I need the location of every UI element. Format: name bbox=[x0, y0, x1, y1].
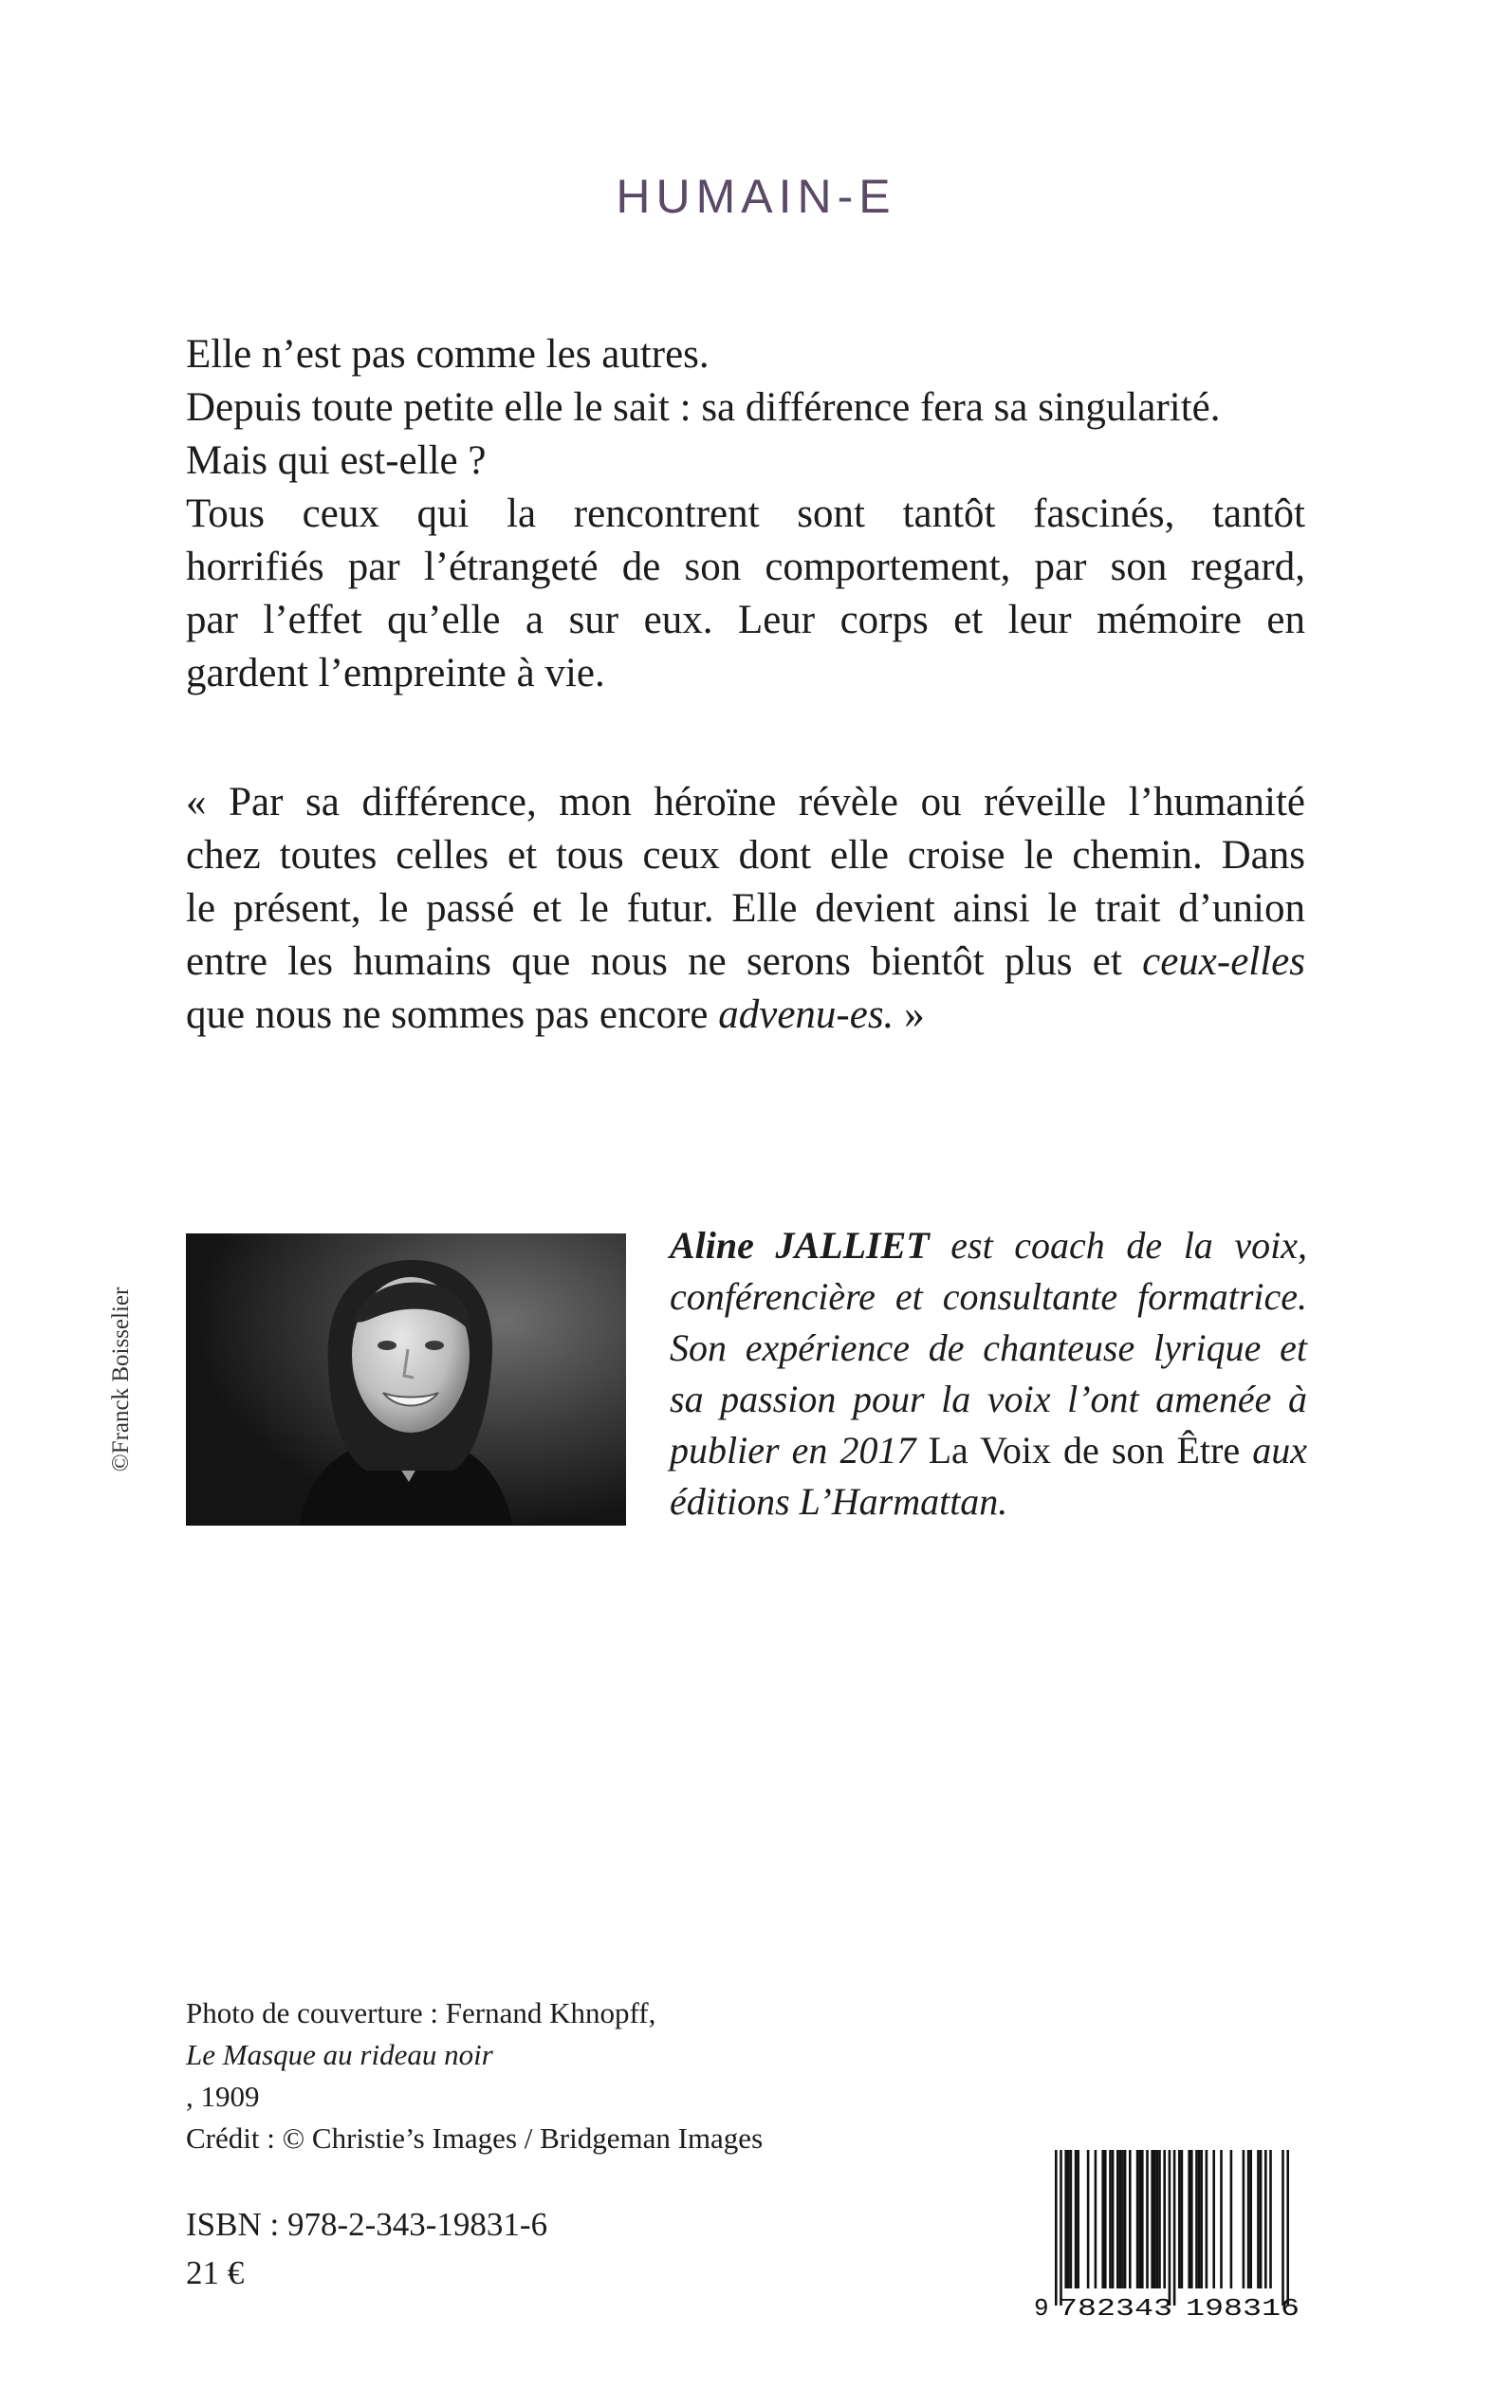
blurb-line: Mais qui est-elle ? bbox=[186, 438, 487, 483]
author-name: Aline JALLIET bbox=[670, 1224, 930, 1267]
barcode-bar bbox=[1101, 2150, 1104, 2288]
bio-line: sa passion pour la voix l’ont amenée à bbox=[670, 1378, 1307, 1420]
quote-line: le présent, le passé et le futur. Elle devient ainsi le trait d’union bbox=[186, 886, 1305, 931]
quote-line-text: que nous ne sommes pas encore bbox=[186, 992, 709, 1037]
barcode-bar bbox=[1188, 2150, 1190, 2288]
barcode-bar bbox=[1230, 2150, 1233, 2288]
barcode-bar bbox=[1200, 2150, 1203, 2288]
barcode-bar bbox=[1070, 2150, 1073, 2288]
barcode-bar bbox=[1141, 2150, 1144, 2288]
barcode-bar bbox=[1109, 2150, 1112, 2288]
barcode-bar bbox=[1282, 2150, 1284, 2306]
barcode-bar bbox=[1178, 2150, 1181, 2288]
barcode-bar bbox=[1124, 2150, 1127, 2288]
barcode-bar bbox=[1104, 2150, 1107, 2288]
bio-text: publier en 2017 bbox=[670, 1429, 916, 1472]
closing-guillemet: » bbox=[904, 992, 925, 1037]
barcode-bar bbox=[1257, 2150, 1260, 2288]
barcode-bar bbox=[1269, 2150, 1272, 2288]
barcode-bar bbox=[1136, 2150, 1139, 2288]
cover-photo-label: Photo de couverture : Fernand Khnopff, bbox=[186, 1996, 656, 2029]
bio-line: éditions L’Harmattan. bbox=[670, 1480, 1008, 1523]
barcode-bar bbox=[1129, 2150, 1132, 2288]
barcode-bar bbox=[1075, 2150, 1078, 2288]
barcode-bar bbox=[1247, 2150, 1250, 2288]
blurb-line: gardent l’empreinte à vie. bbox=[186, 651, 605, 695]
isbn: ISBN : 978-2-343-19831-6 bbox=[186, 2206, 548, 2243]
previous-book-title: La Voix de son Être bbox=[928, 1429, 1241, 1472]
photo-credit-text: ©Franck Boisselier bbox=[108, 1287, 134, 1473]
blurb-line: horrifiés par l’étrangeté de son comportement, par son regard, bbox=[186, 545, 1305, 589]
cover-work-year: , 1909 bbox=[186, 2080, 260, 2113]
blurb-line: Depuis toute petite elle le sait : sa différence fera sa singularité. bbox=[186, 385, 1221, 430]
isbn-barcode bbox=[1034, 2146, 1309, 2322]
barcode-bar bbox=[1146, 2150, 1149, 2288]
barcode-bar bbox=[1121, 2150, 1124, 2288]
barcode-bar bbox=[1138, 2150, 1141, 2288]
quote-emphasis: ceux-elles bbox=[1142, 939, 1305, 984]
barcode-bar bbox=[1095, 2150, 1097, 2288]
barcode-bar bbox=[1206, 2150, 1208, 2288]
quote-line-text: entre les humains que nous ne serons bientôt plus et bbox=[186, 939, 1122, 984]
book-title: HUMAIN-E bbox=[616, 170, 896, 223]
price: 21 € bbox=[186, 2254, 245, 2291]
quote-emphasis: advenu-es. bbox=[718, 992, 894, 1037]
barcode-bar bbox=[1055, 2150, 1058, 2306]
bio-text: est coach de la voix, bbox=[950, 1224, 1307, 1267]
quote-line: « Par sa différence, mon héroïne révèle ou réveille l’humanité bbox=[186, 780, 1305, 824]
bio-line bbox=[670, 1220, 1307, 1271]
quote-line: chez toutes celles et tous ceux dont elle croise le chemin. Dans bbox=[186, 833, 1305, 878]
barcode-bar bbox=[1243, 2150, 1245, 2288]
barcode-bar bbox=[1249, 2150, 1252, 2288]
barcode-bar bbox=[1151, 2150, 1153, 2288]
blurb-paragraph-1 bbox=[186, 328, 1305, 700]
barcode-right-digits: 198316 bbox=[1186, 2294, 1300, 2322]
cover-credit-line: Crédit : © Christie’s Images / Bridgeman Images bbox=[186, 2121, 764, 2155]
barcode-bar bbox=[1198, 2150, 1201, 2288]
barcode-bar bbox=[1190, 2150, 1193, 2288]
bio-line: Son expérience de chanteuse lyrique et bbox=[670, 1326, 1307, 1369]
blurb-line: par l’effet qu’elle a sur eux. Leur corps et leur mémoire en bbox=[186, 598, 1305, 642]
barcode-bars bbox=[1055, 2150, 1289, 2306]
quote-line bbox=[186, 935, 1305, 989]
barcode-bar bbox=[1116, 2150, 1119, 2288]
bio-text: aux bbox=[1252, 1429, 1308, 1472]
cover-credit-line bbox=[186, 1992, 763, 2118]
barcode-bar bbox=[1286, 2150, 1289, 2306]
barcode-bar bbox=[1158, 2150, 1161, 2288]
barcode-bar bbox=[1163, 2150, 1166, 2288]
barcode-bar bbox=[1220, 2150, 1223, 2288]
barcode-bar bbox=[1119, 2150, 1122, 2288]
bio-line bbox=[670, 1425, 1307, 1476]
bio-line: conférencière et consultante formatrice. bbox=[670, 1275, 1307, 1318]
quote-line bbox=[186, 989, 1305, 1042]
cover-credit bbox=[186, 1992, 763, 2159]
author-portrait-image bbox=[186, 1233, 626, 1526]
barcode-bar bbox=[1060, 2150, 1062, 2306]
barcode-first-digit: 9 bbox=[1034, 2294, 1049, 2322]
barcode-bar bbox=[1264, 2150, 1267, 2288]
barcode-bar bbox=[1112, 2150, 1115, 2288]
barcode-bar bbox=[1064, 2150, 1067, 2288]
blurb-line: Elle n’est pas comme les autres. bbox=[186, 332, 710, 377]
barcode-bar bbox=[1260, 2150, 1263, 2288]
barcode-bar bbox=[1173, 2150, 1176, 2306]
barcode-bar bbox=[1156, 2150, 1159, 2288]
barcode-bar bbox=[1169, 2150, 1171, 2306]
barcode-left-digits: 782343 bbox=[1059, 2294, 1172, 2322]
cover-work-title: Le Masque au rideau noir bbox=[186, 2038, 493, 2071]
barcode-bar bbox=[1067, 2150, 1070, 2288]
author-bio bbox=[670, 1220, 1307, 1528]
barcode-bar bbox=[1087, 2150, 1090, 2288]
barcode-bar bbox=[1195, 2150, 1198, 2288]
blurb-quote bbox=[186, 776, 1305, 1042]
blurb-line: Tous ceux qui la rencontrent sont tantôt fascinés, tantôt bbox=[186, 491, 1305, 536]
barcode-bar bbox=[1212, 2150, 1215, 2288]
author-photo bbox=[186, 1233, 626, 1526]
barcode-bar bbox=[1077, 2150, 1079, 2288]
barcode-bar bbox=[1181, 2150, 1184, 2288]
barcode-bar bbox=[1153, 2150, 1156, 2288]
